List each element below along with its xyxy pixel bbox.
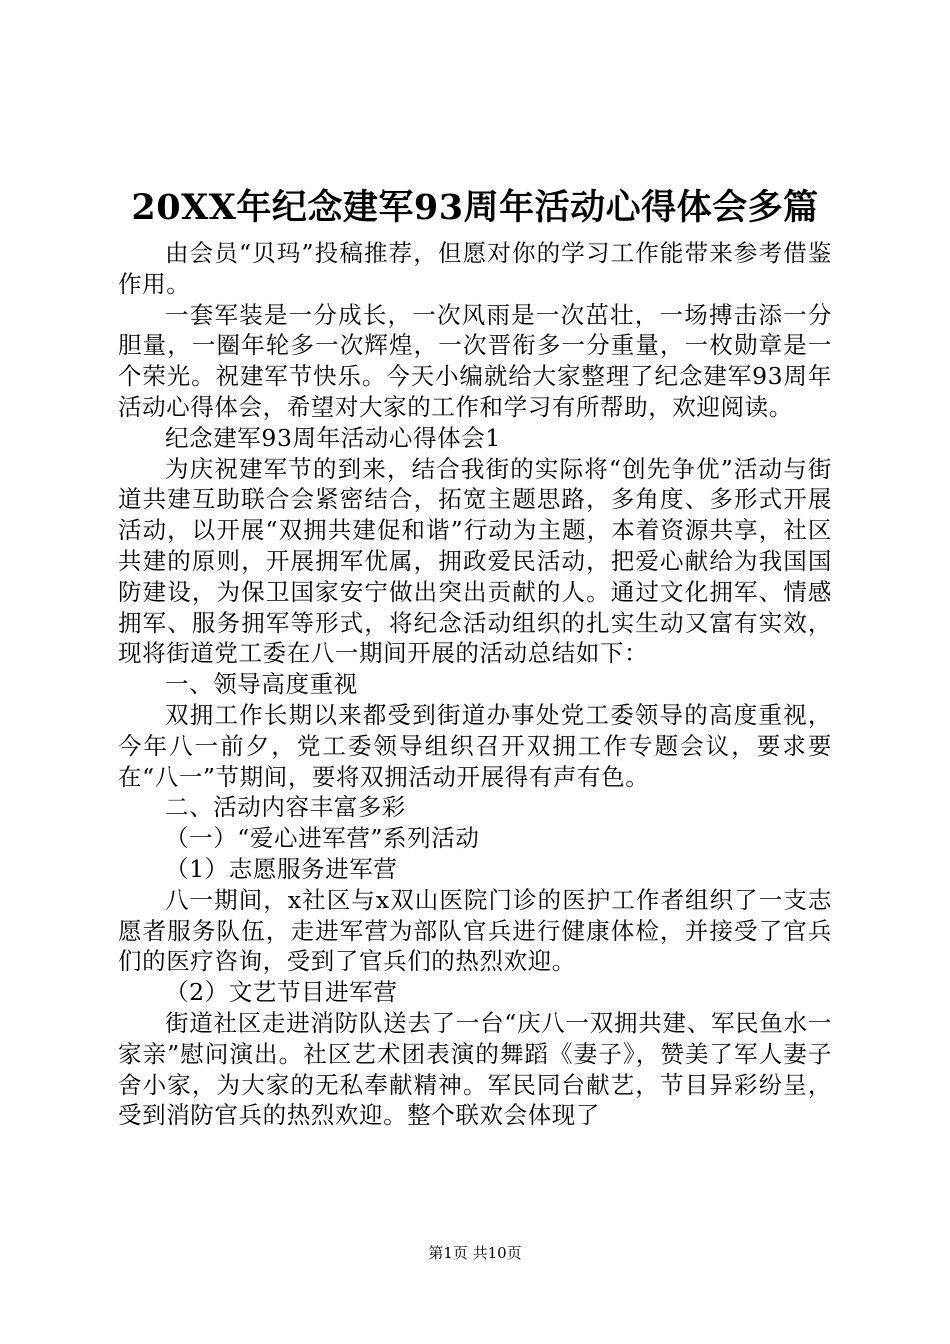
paragraph: 为庆祝建军节的到来，结合我街的实际将“创先争优”活动与街道共建互助联合会紧密结合，拓宽主题思路，多角度、多形式开展活动，以开展“双拥共建促和谐”行动为主题，本着资源共享，社区共建的原则，开展拥军优属，拥政爱民活动，把爱心献给为我国国防建设，为保卫国家安宁做出突出贡献的人。通过文化拥军、情感拥军、服务拥军等形式，将纪念活动组织的扎实生动又富有实效，现将街道党工委在八一期间开展的活动总结如下： [118,454,832,668]
document-title: 20XX年纪念建军93周年活动心得体会多篇 [131,187,819,228]
page-footer: 第1页 共10页 [428,1244,522,1262]
paragraph: 双拥工作长期以来都受到街道办事处党工委领导的高度重视，今年八一前夕，党工委领导组织召开双拥工作专题会议，要求要在“八一”节期间，要将双拥活动开展得有声有色。 [118,700,832,791]
section-heading: 一、领导高度重视 [165,670,358,699]
document-body [118,238,832,1131]
subsection-heading: （2）文艺节目进军营 [165,978,398,1007]
subsection-heading: （1）志愿服务进军营 [165,854,398,883]
section-heading: 纪念建军93周年活动心得体会1 [165,423,501,452]
paragraph: 街道社区走进消防队送去了一台“庆八一双拥共建、军民鱼水一家亲”慰问演出。社区艺术团表演的舞蹈《妻子》，赞美了军人妻子舍小家，为大家的无私奉献精神。军民同台献艺，节目异彩纷呈，受到消防官兵的热烈欢迎。整个联欢会体现了 [118,1008,832,1130]
paragraph: 八一期间，x社区与x双山医院门诊的医护工作者组织了一支志愿者服务队伍，走进军营为部队官兵进行健康体检，并接受了官兵们的医疗咨询，受到了官兵们的热烈欢迎。 [118,885,832,976]
section-heading: 二、活动内容丰富多彩 [165,793,406,822]
subsection-heading: （一）“爱心进军营”系列活动 [165,824,480,853]
paragraph: 由会员“贝玛”投稿推荐，但愿对你的学习工作能带来参考借鉴作用。 [118,239,832,298]
paragraph: 一套军装是一分成长，一次风雨是一次茁壮，一场搏击添一分胆量，一圈年轮多一次辉煌，一次晋衔多一分重量，一枚勋章是一个荣光。祝建军节快乐。今天小编就给大家整理了纪念建军93周年活动心得体会，希望对大家的工作和学习有所帮助，欢迎阅读。 [118,300,832,421]
